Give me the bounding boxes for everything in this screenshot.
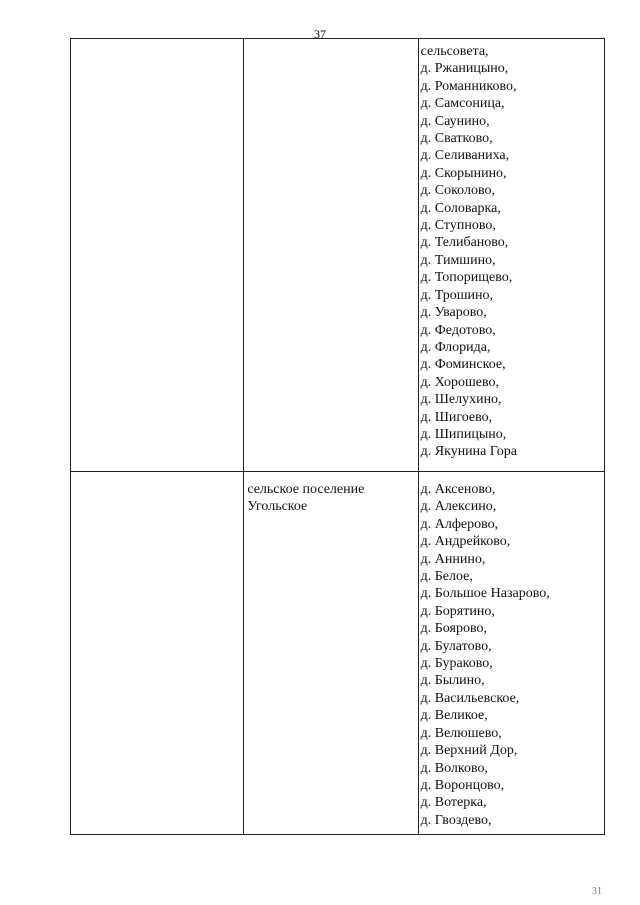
- list-item: д. Уварово,: [420, 305, 487, 321]
- list-item: д. Былино,: [420, 673, 485, 689]
- list-item: д. Великое,: [420, 708, 488, 724]
- list-item: д. Селиваниха,: [420, 148, 510, 164]
- list-item: сельсовета,: [420, 44, 489, 59]
- list-item: д. Волково,: [420, 760, 488, 776]
- list-item: д. Белое,: [420, 569, 473, 585]
- list-item: д. Федотово,: [420, 322, 496, 338]
- table-row: [71, 39, 605, 472]
- table-cell-district: [71, 472, 244, 835]
- table-cell-villages: [418, 39, 604, 472]
- list-item: д. Ржаницыно,: [420, 61, 509, 77]
- list-item: д. Сватково,: [420, 131, 493, 147]
- list-item: д. Скорынино,: [420, 165, 507, 181]
- page-number: 37: [314, 27, 326, 41]
- list-item: д. Шипицыно,: [420, 426, 507, 442]
- list-item: д. Саунино,: [420, 113, 490, 129]
- table-row: [71, 472, 605, 835]
- list-item: д. Соколово,: [420, 183, 495, 199]
- list-item: д. Самсоница,: [420, 96, 505, 112]
- corner-mark: 31: [592, 886, 602, 897]
- list-item: д. Хорошево,: [420, 374, 499, 390]
- table-cell-district: [71, 39, 244, 472]
- list-item: д. Телибаново,: [420, 235, 509, 251]
- list-item: д. Топорищево,: [420, 270, 513, 286]
- list-item: д. Якунина Гора: [420, 444, 517, 460]
- list-item: д. Верхний Дор,: [420, 743, 518, 759]
- list-item: д. Боярово,: [420, 621, 487, 637]
- list-item: д. Аннино,: [420, 551, 486, 567]
- list-item: д. Алферово,: [420, 516, 499, 532]
- settlement-name: сельское поселение Угольское: [247, 482, 365, 515]
- list-item: д. Флорида,: [420, 339, 491, 355]
- list-item: д. Гвоздево,: [420, 812, 492, 828]
- list-item: д. Шелухино,: [420, 392, 502, 408]
- list-item: д. Фоминское,: [420, 357, 506, 373]
- list-item: д. Вотерка,: [420, 795, 487, 811]
- list-item: д. Ступново,: [420, 218, 496, 234]
- village-list: [419, 472, 604, 829]
- list-item: д. Васильевское,: [420, 690, 520, 706]
- settlements-table: [70, 38, 605, 835]
- list-item: д. Трошино,: [420, 287, 494, 303]
- list-item: д. Булатово,: [420, 638, 492, 654]
- list-item: д. Воронцово,: [420, 777, 505, 793]
- list-item: д. Тимшино,: [420, 252, 496, 268]
- list-item: д. Борятино,: [420, 603, 495, 619]
- table-cell-settlement: [244, 39, 418, 472]
- table-cell-villages: [418, 472, 604, 835]
- village-list: [419, 39, 604, 461]
- list-item: д. Андрейково,: [420, 534, 511, 550]
- list-item: д. Соловарка,: [420, 200, 501, 216]
- list-item: д. Большое Назарово,: [420, 586, 550, 602]
- list-item: д. Шигоево,: [420, 409, 493, 425]
- list-item: д. Аксеново,: [420, 482, 496, 497]
- list-item: д. Велюшево,: [420, 725, 502, 741]
- list-item: д. Романниково,: [420, 78, 517, 94]
- list-item: д. Бураково,: [420, 656, 493, 672]
- list-item: д. Алексино,: [420, 499, 497, 515]
- table-cell-settlement: [244, 472, 418, 835]
